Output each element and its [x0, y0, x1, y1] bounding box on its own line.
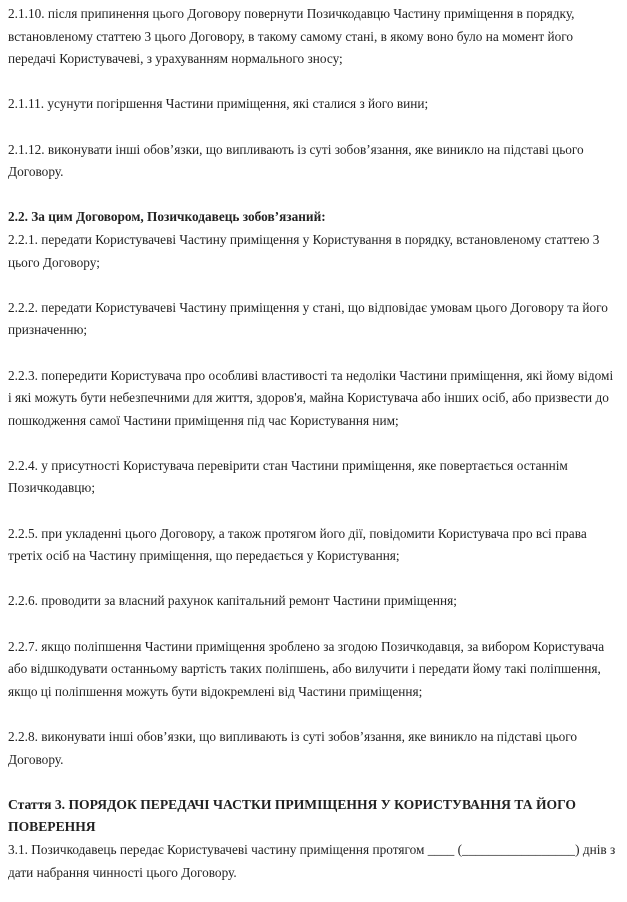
clause-2-2-2: 2.2.2. передати Користувачеві Частину приміщення у стані, що відповідає умовам цього Договору та його призначенню; [8, 299, 608, 338]
clause-2-1-12: 2.1.12. виконувати інші обов’язки, що випливають із суті зобов’язання, яке виникло на підставі цього Договору. [8, 141, 584, 180]
section-2-2-number: 2.2. [8, 209, 28, 225]
clause-2-2-5: 2.2.5. при укладенні цього Договору, а також протягом його дії, повідомити Користувача про всі права третіх осіб на Частину приміщення, що передається у Користування; [8, 525, 587, 564]
clause-2-2-7: 2.2.7. якщо поліпшення Частини приміщення зроблено за згодою Позичкодавця, за вибором Користувача або відшкодувати останньому вартість таких поліпшень, або вилучити і передати йому такі поліпшення, якщо ці поліпшення можуть бути відокремлені від Частини приміщення; [8, 638, 605, 699]
clause-2-2-4: 2.2.4. у присутності Користувача перевірити стан Частини приміщення, яке повертається останнім Позичкодавцю; [8, 457, 568, 496]
clause-2-2-8: 2.2.8. виконувати інші обов’язки, що випливають із суті зобов’язання, яке виникло на підставі цього Договору. [8, 729, 578, 767]
clause-2-2-1: 2.2.1. передати Користувачеві Частину приміщення у Користування в порядку, встановленому статтею 3 цього Договору; [8, 231, 600, 270]
clause-3-1: 3.1. Позичкодавець передає Користувачеві частину приміщення протягом ____ (_________________) днів з дати набрання чинності цього Договору. [8, 841, 616, 880]
clause-2-2-6: 2.2.6. проводити за власний рахунок капітальний ремонт Частини приміщення; [8, 593, 457, 609]
article-3-title: Стаття 3. ПОРЯДОК ПЕРЕДАЧІ ЧАСТКИ ПРИМІЩЕННЯ У КОРИСТУВАННЯ ТА ЙОГО ПОВЕРЕННЯ [8, 796, 576, 835]
section-2-2-title: За цим Договором, Позичкодавець зобов’язаний: [31, 209, 326, 225]
clause-2-1-11: 2.1.11. усунути погіршення Частини приміщення, які сталися з його вини; [8, 96, 429, 112]
clause-2-1-10: 2.1.10. після припинення цього Договору повернути Позичкодавцю Частину приміщення в порядку, встановленому статтею 3 цього Договору, в такому самому стані, в якому воно було на момент його передачі Користувачеві, з урахуванням нормального зносу; [8, 6, 575, 67]
clause-2-2-3: 2.2.3. попередити Користувача про особливі властивості та недоліки Частини приміщення, які йому відомі і які можуть бути небезпечними для життя, здоров'я, майна Користувача або інших осіб, або призвести до пошкодження самої Частини приміщення під час Користування ним; [8, 367, 614, 428]
section-2-2-heading [8, 206, 619, 229]
